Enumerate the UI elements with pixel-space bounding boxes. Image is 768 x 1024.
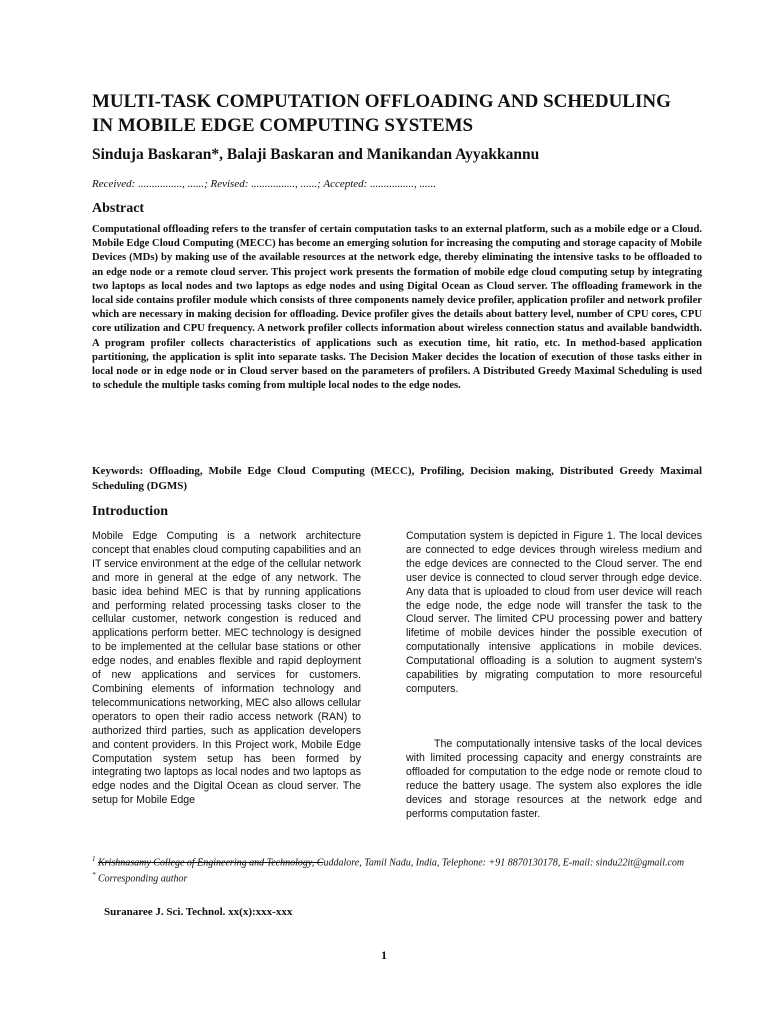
author-list: Sinduja Baskaran*, Balaji Baskaran and Manikandan Ayyakkannu	[92, 146, 540, 163]
footnote-marker: *	[92, 871, 96, 880]
footnote-corresponding	[92, 869, 702, 885]
journal-reference: Suranaree J. Sci. Technol. xx(x):xxx-xxx	[104, 906, 293, 918]
keywords: Keywords: Offloading, Mobile Edge Cloud Computing (MECC), Profiling, Decision making, Distributed Greedy Maximal Scheduling (DGMS)	[92, 465, 702, 492]
received-line: Received: ................, ......; Revised: ................, ......; Accepted: ................, ......	[92, 178, 437, 190]
introduction-heading: Introduction	[92, 504, 168, 519]
intro-right-paragraph-1: Computation system is depicted in Figure 1. The local devices are connected to edge devices through wireless medium and the edge devices are connected to the Cloud server. The end user device is connected to cloud server through edge device. Any data that is uploaded to cloud from user device will reach the edge node, the edge node will transfer the task to the Cloud server. The limited CPU processing power and battery lifetime of mobile devices hinder the possible execution of computationally intensive applications in mobile devices. Computational offloading is a solution to augment system’s capabilities by migrating computation to more resourceful computers.	[406, 530, 702, 695]
abstract-heading: Abstract	[92, 201, 145, 216]
footnote-affiliation	[92, 853, 702, 869]
page-number: 1	[381, 948, 387, 962]
footnote-corresponding-text: Corresponding author	[98, 873, 188, 885]
footnotes	[92, 853, 702, 886]
footnote-marker: 1	[92, 855, 96, 863]
footnote-affiliation-rest: uddalore, Tamil Nadu, India, Telephone: +91 8870130178, E-mail: sindu22it@gmail.com	[323, 857, 685, 869]
footnote-affiliation-struck: Krishnasamy College of Engineering and Technology, C	[98, 857, 324, 869]
abstract-text: Computational offloading refers to the transfer of certain computation tasks to an external platform, such as a mobile edge or a Cloud. Mobile Edge Cloud Computing (MECC) has become an emerging solution for increasing the computing and storage capacity of Mobile Devices (MDs) by making use of the available resources at the network edge, thereby eliminating the intensive tasks to be offloaded to an edge node or a remote cloud server. This project work presents the formation of mobile edge cloud computing setup by integrating two laptops as local nodes and two laptops as edge nodes and using Digital Ocean as Cloud server. The offloading framework in the local side contains profiler module which consists of three components namely device profiler, application profiler and network profiler which are necessary in making decision for offloading. Device profiler gives the details about battery level, number of CPU cores, CPU core utilization and CPU frequency. A network profiler collects information about wireless connection status and available bandwidth. A program profiler collects characteristics of applications such as execution time, hit ratio, etc. In method-based application partitioning, the application is split into separate tasks. The Decision Maker decides the location of execution of those tasks either in local node or in edge node or in Cloud server based on the parameters of profilers. A Distributed Greedy Maximal Scheduling is used to schedule the multiple tasks coming from multiple local nodes to the edge nodes.	[92, 224, 702, 392]
intro-left-column: Mobile Edge Computing is a network architecture concept that enables cloud computing capabilities and an IT service environment at the edge of the cellular network and more in general at the edge of any network. The basic idea behind MEC is that by running applications and performing related processing tasks closer to the cellular customer, network congestion is reduced and applications perform better. MEC technology is designed to be implemented at the cellular base stations or other edge nodes, and enables flexible and rapid deployment of new applications and services for customers. Combining elements of information technology and telecommunications networking, MEC also allows cellular operators to open their radio access network (RAN) to authorized third parties, such as application developers and content providers. In this Project work, Mobile Edge Computation system setup has been formed by integrating two laptops as local nodes and two laptops as edge nodes and the Digital Ocean as cloud server. The setup for Mobile Edge	[92, 530, 361, 807]
paper-title: MULTI-TASK COMPUTATION OFFLOADING AND SCHEDULING IN MOBILE EDGE COMPUTING SYSTEMS	[92, 91, 671, 136]
intro-right-paragraph-2: The computationally intensive tasks of the local devices with limited processing capacity and energy constraints are offloaded for computation to the edge node or remote cloud to reduce the battery usage. The system also explores the idle devices and storage resources at the network edge and performs computation faster.	[406, 738, 702, 820]
